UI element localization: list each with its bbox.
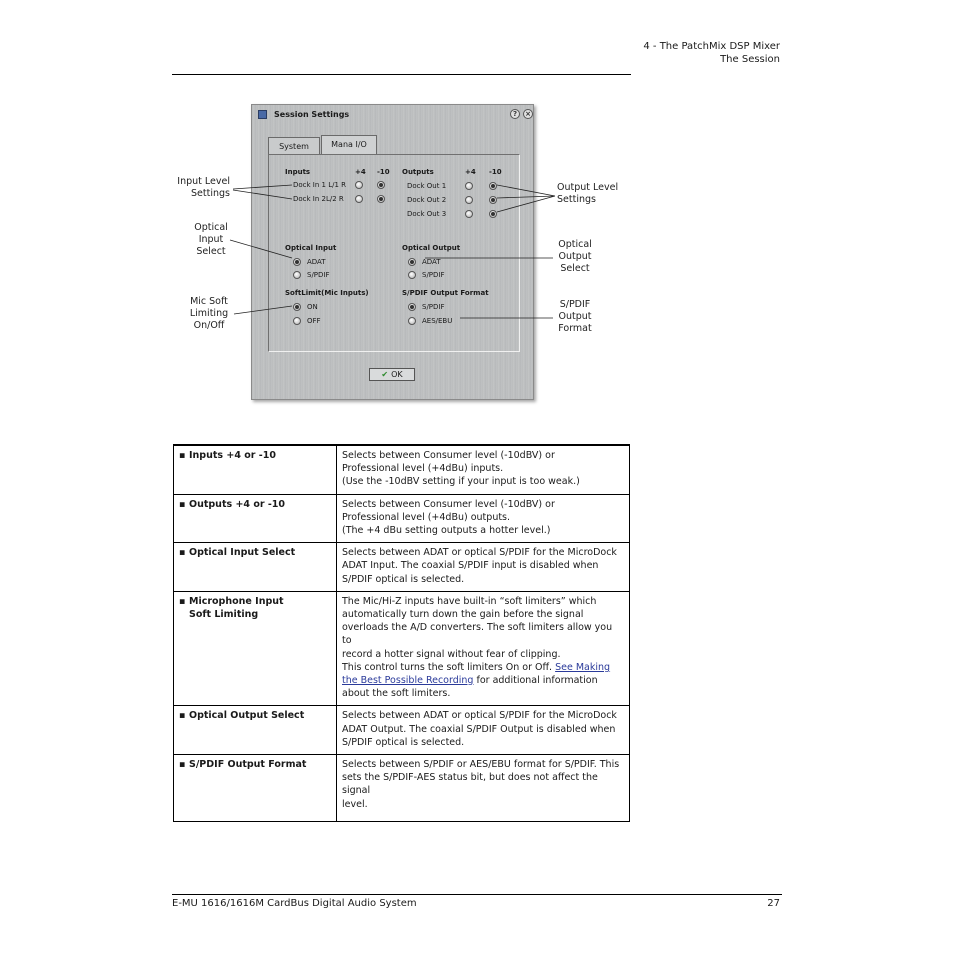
callout-spdif-output: S/PDIF Output Format	[558, 299, 592, 334]
callout-optical-input: Optical Input Select	[194, 222, 228, 257]
output-row-label: Dock Out 3	[407, 210, 447, 218]
soft-limit-header: SoftLimit(Mic Inputs)	[285, 289, 369, 297]
footer-product: E-MU 1616/1616M CardBus Digital Audio System	[172, 898, 417, 909]
footer-rule	[172, 894, 782, 895]
dialog-title: Session Settings	[274, 110, 350, 119]
input-row-label: Dock In 1 L/1 R	[293, 181, 347, 189]
dialog-title-bar	[252, 105, 533, 125]
output3-plus4-radio[interactable]	[465, 210, 473, 218]
table-row	[174, 494, 630, 543]
input2-plus4-radio[interactable]	[355, 195, 363, 203]
optical-output-spdif-label: S/PDIF	[422, 271, 445, 279]
row-description: Selects between Consumer level (-10dBV) or Professional level (+4dBu) outputs. (The +4 dBu setting outputs a hotter level.)	[337, 494, 630, 543]
close-icon[interactable]: ×	[523, 109, 533, 119]
row-term: Microphone Input Soft Limiting	[189, 595, 284, 621]
soft-limit-off-label: OFF	[307, 317, 321, 325]
page-number: 27	[767, 898, 780, 909]
optical-output-spdif-radio[interactable]	[408, 271, 416, 279]
header-section: The Session	[720, 54, 780, 65]
output1-plus4-radio[interactable]	[465, 182, 473, 190]
table-row	[174, 445, 630, 494]
optical-output-adat-radio[interactable]	[408, 258, 416, 266]
row-term: Outputs +4 or -10	[189, 498, 286, 510]
table-row	[174, 543, 630, 592]
optical-input-spdif-label: S/PDIF	[307, 271, 330, 279]
outputs-col-minus10: -10	[489, 168, 502, 176]
table-term-cell: ▪ Inputs +4 or -10	[174, 445, 337, 494]
optical-input-spdif-radio[interactable]	[293, 271, 301, 279]
optical-input-header: Optical Input	[285, 244, 337, 252]
ok-label: OK	[391, 370, 403, 379]
inputs-col-plus4: +4	[355, 168, 366, 176]
optical-output-header: Optical Output	[402, 244, 461, 252]
callout-input-level: Input Level Settings	[177, 176, 230, 199]
settings-description-table	[173, 444, 630, 822]
row-description-text: The Mic/Hi-Z inputs have built-in “soft limiters” which automatically turn down the gain before the signal overloads the A/D converters. The soft limiters allow you to record a hotter signal without fear of clipping. This control turns the soft limiters On or Off.	[342, 595, 613, 673]
table-term-cell: ▪ S/PDIF Output Format	[174, 755, 337, 822]
header-chapter: 4 - The PatchMix DSP Mixer	[643, 41, 780, 52]
callout-output-level: Output Level Settings	[557, 182, 619, 205]
output-row-label: Dock Out 2	[407, 196, 447, 204]
tab-mana-io[interactable]: Mana I/O	[321, 135, 377, 155]
row-description: Selects between ADAT or optical S/PDIF for the MicroDock ADAT Output. The coaxial S/PDIF Output is disabled when S/PDIF optical is selected.	[337, 706, 630, 755]
row-description-tail: for additional information about the soft limiters.	[342, 675, 598, 700]
spdif-format-spdif-label: S/PDIF	[422, 303, 445, 311]
table-term-cell: ▪ Microphone Input Soft Limiting	[174, 591, 337, 706]
input1-plus4-radio[interactable]	[355, 181, 363, 189]
optical-input-adat-label: ADAT	[307, 258, 326, 266]
optical-output-adat-label: ADAT	[422, 258, 441, 266]
output-row-label: Dock Out 1	[407, 182, 447, 190]
table-term-cell: ▪ Optical Input Select	[174, 543, 337, 592]
output2-plus4-radio[interactable]	[465, 196, 473, 204]
inputs-header: Inputs	[285, 168, 311, 176]
spdif-format-aes-label: AES/EBU	[422, 317, 453, 325]
row-description: Selects between Consumer level (-10dBV) or Professional level (+4dBu) inputs. (Use the -10dBV setting if your input is too weak.)	[337, 445, 630, 494]
callout-mic-soft-limiting: Mic Soft Limiting On/Off	[189, 296, 229, 331]
optical-input-adat-radio[interactable]	[293, 258, 301, 266]
spdif-format-aes-radio[interactable]	[408, 317, 416, 325]
see-making-best-recording-link[interactable]: See Making the Best Possible Recording	[342, 661, 611, 687]
help-icon[interactable]: ?	[510, 109, 520, 119]
output1-minus10-radio[interactable]	[489, 182, 497, 190]
ok-button[interactable]	[369, 368, 415, 381]
callout-optical-output: Optical Output Select	[558, 239, 592, 274]
check-icon: ✔	[381, 370, 389, 379]
row-description: Selects between S/PDIF or AES/EBU format for S/PDIF. This sets the S/PDIF-AES status bit, but does not affect the signal level.	[337, 755, 630, 822]
soft-limit-on-label: ON	[307, 303, 318, 311]
row-term: Optical Output Select	[189, 710, 305, 722]
mana-io-panel	[268, 154, 520, 352]
inputs-col-minus10: -10	[377, 168, 390, 176]
table-row	[174, 755, 630, 822]
output2-minus10-radio[interactable]	[489, 196, 497, 204]
table-row	[174, 706, 630, 755]
input2-minus10-radio[interactable]	[377, 195, 385, 203]
table-term-cell: ▪ Outputs +4 or -10	[174, 494, 337, 543]
table-term-cell: ▪ Optical Output Select	[174, 706, 337, 755]
row-description	[337, 591, 630, 706]
soft-limit-on-radio[interactable]	[293, 303, 301, 311]
header-rule	[172, 74, 631, 75]
outputs-header: Outputs	[402, 168, 434, 176]
row-term: Inputs +4 or -10	[189, 450, 276, 461]
row-term: S/PDIF Output Format	[189, 759, 307, 771]
row-description: Selects between ADAT or optical S/PDIF for the MicroDock ADAT Input. The coaxial S/PDIF input is disabled when S/PDIF optical is selected.	[337, 543, 630, 592]
running-header	[643, 40, 780, 66]
spdif-format-header: S/PDIF Output Format	[402, 289, 489, 297]
tab-system[interactable]: System	[268, 137, 320, 154]
app-icon	[258, 110, 267, 119]
spdif-format-spdif-radio[interactable]	[408, 303, 416, 311]
table-row	[174, 591, 630, 706]
input-row-label: Dock In 2L/2 R	[293, 195, 344, 203]
row-term: Optical Input Select	[189, 547, 296, 559]
output3-minus10-radio[interactable]	[489, 210, 497, 218]
outputs-col-plus4: +4	[465, 168, 476, 176]
input1-minus10-radio[interactable]	[377, 181, 385, 189]
soft-limit-off-radio[interactable]	[293, 317, 301, 325]
session-settings-dialog	[251, 104, 534, 400]
